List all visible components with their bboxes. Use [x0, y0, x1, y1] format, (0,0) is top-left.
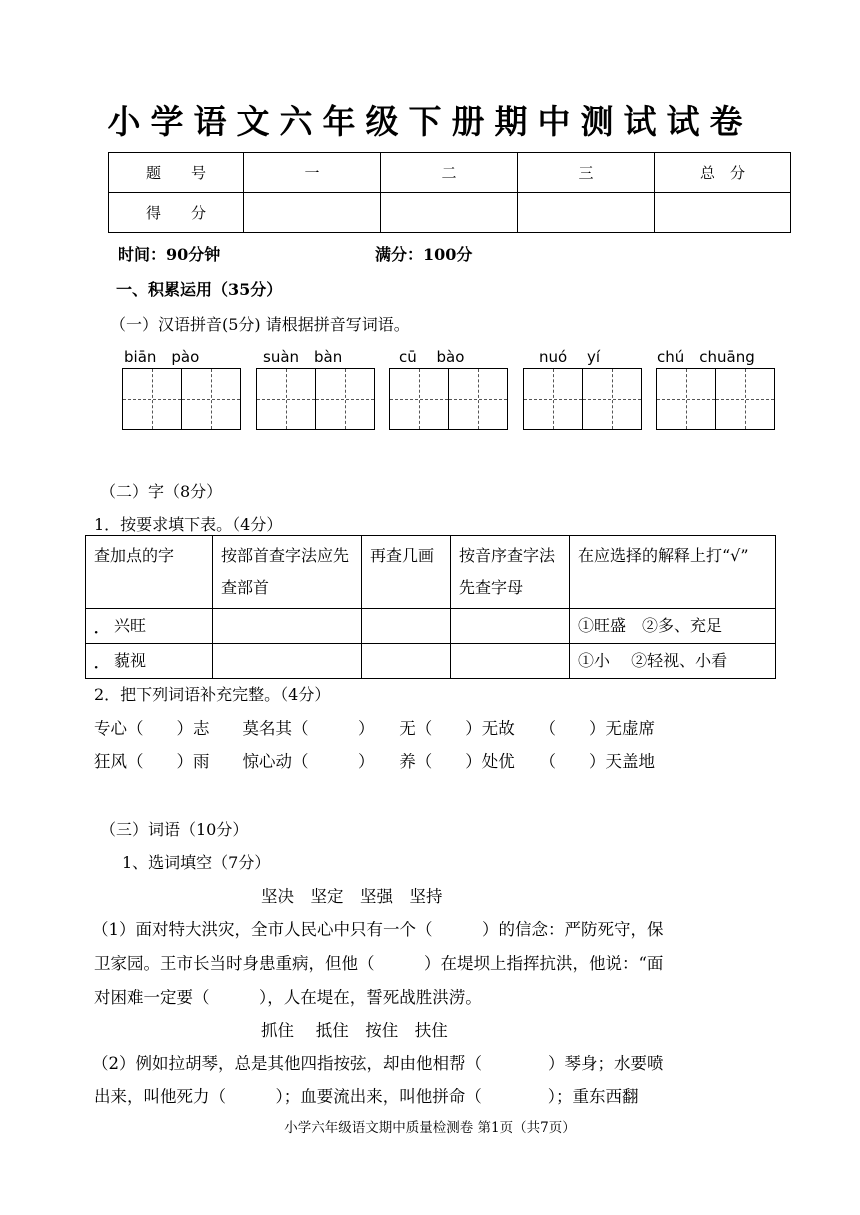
grid-cell[interactable]	[316, 368, 375, 430]
paragraph-line: 卫家园。王市长当时身患重病，但他（ ）在堤坝上指挥抗洪，他说：“面	[94, 954, 664, 973]
page-footer: 小学六年级语文期中质量检测卷 第1页（共7页）	[284, 1120, 576, 1136]
pinyin-label: chú chuāng	[657, 348, 755, 366]
writing-grid[interactable]	[523, 368, 642, 430]
grid-cell[interactable]	[389, 368, 449, 430]
answer-cell[interactable]	[362, 609, 451, 644]
writing-grid[interactable]	[389, 368, 508, 430]
part1-heading: （一）汉语拼音(5分) 请根据拼音写词语。	[110, 315, 410, 334]
pinyin-label: cū bào	[399, 348, 465, 366]
writing-grid[interactable]	[256, 368, 375, 430]
dictionary-table	[85, 535, 776, 679]
score-header-cell: 三	[518, 153, 655, 193]
full-score: 满分：100分	[375, 245, 473, 264]
grid-cell[interactable]	[449, 368, 508, 430]
score-table	[108, 152, 791, 233]
meaning-options[interactable]: ①小 ②轻视、小看	[570, 644, 776, 679]
meaning-options[interactable]: ①旺盛 ②多、充足	[570, 609, 776, 644]
score-blank-cell[interactable]	[244, 193, 381, 233]
dotted-word: 兴旺 ·	[86, 609, 213, 644]
question-label: 2．把下列词语补充完整。（4分）	[94, 685, 331, 704]
writing-grid[interactable]	[122, 368, 241, 430]
score-header-cell: 总 分	[655, 153, 791, 193]
idiom-line: 专心（ ）志 莫名其（ ） 无（ ）无故 （ ）无虚席	[94, 719, 655, 738]
paragraph-line: 对困难一定要（ ），人在堤在，誓死战胜洪涝。	[94, 988, 482, 1007]
dictionary-row	[86, 609, 776, 644]
score-blank-cell[interactable]	[655, 193, 791, 233]
word-options: 坚决 坚定 坚强 坚持	[261, 887, 443, 906]
dictionary-header-row	[86, 536, 776, 609]
writing-grid[interactable]	[656, 368, 775, 430]
pinyin-label: nuó yí	[539, 348, 601, 366]
section-heading: 一、积累运用（35分）	[116, 280, 283, 299]
answer-cell[interactable]	[213, 609, 362, 644]
dictionary-row	[86, 644, 776, 679]
part2-heading: （二）字（8分）	[100, 482, 223, 501]
grid-cell[interactable]	[583, 368, 642, 430]
paragraph-line: 出来，叫他死力（ ）；血要流出来，叫他拼命（ ）；重东西翻	[94, 1087, 639, 1106]
paragraph-line: （1）面对特大洪灾，全市人民心中只有一个（ ）的信念：严防死守，保	[92, 920, 664, 939]
score-table-score-row	[109, 193, 791, 233]
grid-cell[interactable]	[182, 368, 241, 430]
grid-cell[interactable]	[256, 368, 316, 430]
paragraph-line: （2）例如拉胡琴，总是其他四指按弦，却由他相帮（ ）琴身；水要喷	[92, 1054, 664, 1073]
score-blank-cell[interactable]	[381, 193, 518, 233]
page-title: 小学语文六年级下册期中测试试卷	[107, 102, 753, 141]
exam-time: 时间：90分钟	[118, 245, 221, 264]
dictionary-header-cell: 按部首查字法应先查部首	[213, 536, 362, 609]
part3-heading: （三）词语（10分）	[100, 820, 249, 839]
word-options: 抓住 抵住 按住 扶住	[261, 1021, 448, 1040]
pinyin-label: suàn bàn	[263, 348, 343, 366]
dictionary-header-cell: 查加点的字	[86, 536, 213, 609]
answer-cell[interactable]	[213, 644, 362, 679]
grid-cell[interactable]	[716, 368, 775, 430]
dictionary-header-cell: 在应选择的解释上打“√”	[570, 536, 776, 609]
grid-cell[interactable]	[122, 368, 182, 430]
question-label: 1．按要求填下表。（4分）	[94, 515, 283, 534]
score-header-cell: 二	[381, 153, 518, 193]
score-blank-cell[interactable]	[518, 193, 655, 233]
dictionary-header-cell: 按音序查字法先查字母	[451, 536, 570, 609]
answer-cell[interactable]	[451, 644, 570, 679]
score-header-cell: 一	[244, 153, 381, 193]
idiom-line: 狂风（ ）雨 惊心动（ ） 养（ ）处优 （ ）天盖地	[94, 752, 655, 771]
answer-cell[interactable]	[362, 644, 451, 679]
score-header-cell: 题 号	[109, 153, 244, 193]
score-row-label: 得 分	[109, 193, 244, 233]
pinyin-label: biān pào	[124, 348, 200, 366]
dictionary-header-cell: 再查几画	[362, 536, 451, 609]
answer-cell[interactable]	[451, 609, 570, 644]
question-label: 1、选词填空（7分）	[122, 853, 271, 872]
dotted-word: 藐视 ·	[86, 644, 213, 679]
grid-cell[interactable]	[523, 368, 583, 430]
grid-cell[interactable]	[656, 368, 716, 430]
score-table-header-row	[109, 153, 791, 193]
